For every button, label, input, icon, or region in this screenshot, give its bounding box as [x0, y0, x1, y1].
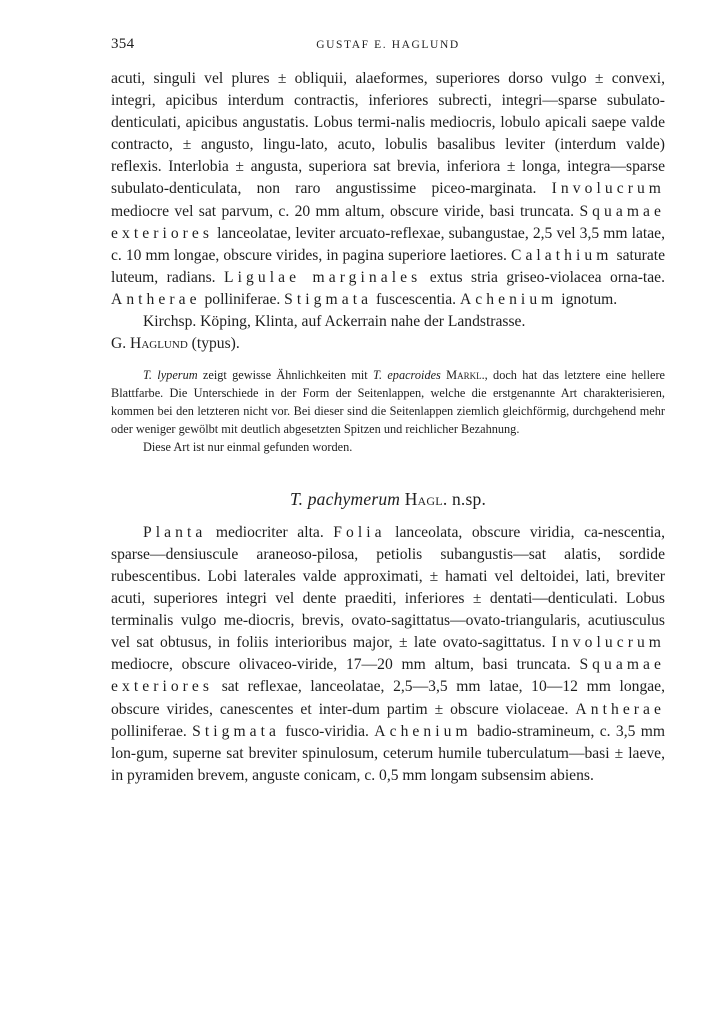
locality-text: Kirchsp. Köping, Klinta, auf Ackerrain nahe der Landstrasse.: [143, 313, 526, 331]
squamae-term: Squamae exteriores: [111, 656, 665, 696]
description-text: acuti, singuli vel plures ± obliquii, alaeformes, superiores dorso vulgo ± convexi, integri, apicibus interdum contractis, inferiores subrecti, integri—sparse subulato-denticulati, apicibus angustatis. Lobus termi-nalis mediocris, lobulo apicali saepe valde contracto, ± angusto, lingu-lato, acuto, lobulis basalibus leviter (interdum valde) reflexis. Interlobia ± angusta, superiora sat brevia, inferiora ± longa, integra—sparse subulato-denticulata, non raro angustissime piceo-marginata.: [111, 70, 665, 198]
typus-label: (typus).: [187, 335, 240, 353]
description-paragraph-continued: [111, 68, 665, 311]
squamae-term: Squamae exteriores: [111, 202, 665, 242]
species-heading: [111, 489, 665, 510]
description-text: mediocriter alta.: [206, 523, 334, 541]
note-text: zeigt gewisse Ähnlichkeiten mit: [197, 368, 374, 383]
note-text: Diese Art ist nur einmal gefunden worden.: [143, 439, 353, 454]
page-body: [111, 68, 665, 787]
description-text: fusco-viridia.: [280, 722, 375, 740]
description-text: badio-stramineum, c. 3,5 mm lon-gum, superne sat breviter spinulosum, ceterum humile tuberculatum—basi ± laeve, in pyramiden brevem, anguste conicam, c. 0,5 mm longam subsensim abiens.: [111, 722, 665, 784]
description-text: ignotum.: [557, 290, 618, 308]
stigmata-term: Stigmata: [192, 722, 281, 740]
running-head: GUSTAF E. HAGLUND: [316, 39, 460, 51]
involucrum-term: Involucrum: [551, 634, 665, 652]
occurrence-note: [111, 439, 665, 457]
antherae-term: Antherae: [111, 290, 201, 308]
achenium-term: Achenium: [459, 290, 558, 308]
description-text: fuscescentia.: [372, 290, 460, 308]
species-description: [111, 522, 665, 787]
stigmata-term: Stigmata: [284, 290, 373, 308]
folia-term: Folia: [333, 523, 386, 541]
description-text: polliniferae.: [111, 722, 193, 740]
ligulae-term: Ligulae marginales: [224, 268, 422, 286]
note-text: , doch hat das letztere eine hellere Blattfarbe. Die Unterschiede in der Form der Seitenlappen, welche die erstgenannte Art charakterisieren, kommen bei den letzteren nicht vor. Bei dieser sind die Seitenlappen ziemlich gleichförmig, durchgehend mehr oder weniger gewölbt mit deutlich abgesetzten Spitzen und reichlicher Bezahnung.: [111, 368, 666, 436]
description-text: saturate luteum, radians.: [111, 246, 665, 286]
antherae-term: Antherae: [575, 700, 665, 718]
planta-term: Planta: [143, 523, 207, 541]
description-text: polliniferae.: [200, 290, 285, 308]
description-text: sat reflexae, lanceolatae, 2,5—3,5 mm latae, 10—12 mm longae, obscure virides, canescentes et inter-dum partim ± obscure violaceae.: [111, 678, 665, 718]
note-reference-species: T. epacroides: [373, 368, 441, 383]
locality-paragraph: [111, 311, 665, 355]
note-reference-author: Markl.: [440, 368, 485, 383]
achenium-term: Achenium: [374, 722, 472, 740]
involucrum-term: Involucrum: [551, 180, 665, 198]
description-text: mediocre, obscure olivaceo-viride, 17—20 mm altum, basi truncata.: [111, 656, 580, 674]
page-header: [111, 36, 665, 58]
species-heading-author: Hagl.: [400, 488, 448, 509]
page-number: 354: [111, 36, 135, 52]
comparison-note: [111, 367, 665, 439]
species-heading-name: T. pachymerum: [289, 488, 401, 509]
collector-name: G. Haglund: [111, 335, 188, 353]
calathium-term: Calathium: [510, 246, 613, 264]
description-text: mediocre vel sat parvum, c. 20 mm altum, obscure viride, basi truncata.: [111, 202, 580, 220]
species-heading-suffix: n.sp.: [447, 488, 487, 509]
description-text: extus stria griseo-violacea orna-tae.: [421, 268, 666, 286]
description-text: lanceolatae, leviter arcuato-reflexae, subangustae, 2,5 vel 3,5 mm latae, c. 10 mm longae, obscure virides, in pagina superiore laetiores.: [111, 224, 665, 264]
note-species-name: T. lyperum: [143, 368, 198, 383]
description-text: lanceolata, obscure viridia, ca-nescentia, sparse—densiuscule araneoso-pilosa, petiolis subangustis—sat alatis, sordide rubescentibus. Lobi laterales valde approximati, ± hamati vel deltoidei, lati, breviter acuti, superiores integri vel dente praediti, inferiores ± dentati—denticulati. Lobus terminalis vulgo me-diocris, brevis, ovato-sagittatus—ovato-triangularis, acutiusculus vel sat obtusus, in foliis interioribus major, ± late ovato-sagittatus.: [111, 523, 665, 652]
